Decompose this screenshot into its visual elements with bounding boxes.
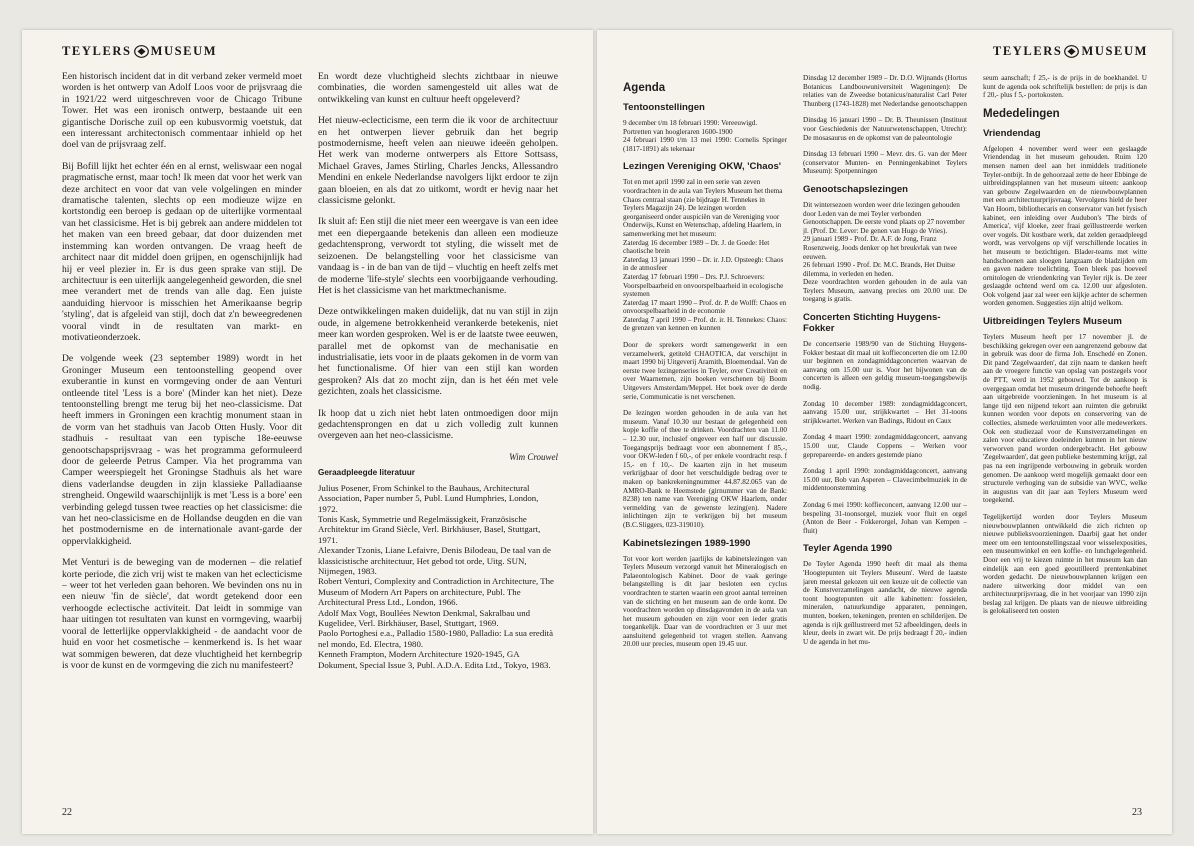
okw-lecture-item: Zaterdag 13 januari 1990 – Dr. ir. J.D. Opsteegh: Chaos in de atmosfeer: [623, 255, 784, 273]
friends-day-heading: Vriendendag: [983, 127, 1041, 139]
bibliography-entry: Robert Venturi, Complexity and Contradiction in Architecture, The Museum of Modern Art Papers on architecture, Publ. The Architectural Press Ltd., London, 1966.: [318, 576, 554, 608]
okw-lecture-item: Zaterdag 17 maart 1990 – Prof. dr. P. de Wolff: Chaos en onvoorspelbaarheid in de economie: [623, 298, 787, 316]
concert-item: Zondag 1 april 1990: zondagmiddagconcert, aanvang 15.00 uur, Bob van Asperen – Clavecimbelmuziek in de middentoonstemming: [803, 467, 967, 493]
lecture-item: Dinsdag 16 januari 1990 – Dr. B. Theunissen (Instituut voor Geschiedenis der Natuurwetenschappen, Utrecht): De mosasaurus en de opkomst van de paleontologie: [803, 116, 967, 142]
bibliography-entry: Adolf Max Vogt, Boullées Newton Denkmal, Sakralbau und Kugelidee, Verl. Birkhäuser, Basel, Stuttgart, 1969.: [318, 607, 530, 629]
right-column-2: [803, 74, 967, 817]
okw-body: Door de sprekers wordt samengewerkt in een verzamelwerk, getiteld CHAOTICA, dat verschijnt in maart 1990 bij Uitgeverij Aramith, Bloemendaal. Van de eerste twee lezingenseries in Teyler, over Creativiteit en over Waarnemen, zijn boeken verschenen bij Boom Uitgevers Amsterdam/Meppel. Het boek over de derde serie, Communicatie is net verschenen.: [623, 341, 787, 401]
author-signature: Wim Crouwel: [509, 451, 558, 462]
society-intro: Dit wintersezoen worden weer drie lezingen gehouden door Leden van de mei Teyler verbonden Genootschappen. De eerste vond plaats op 27 november jl. (Prof. Dr. Lever: De genen van Hugo de Vries).: [803, 200, 965, 235]
bibliography-entry: Tonis Kask, Symmetrie und Regelmässigkeit, Französische Architektur im Grand Siècle, Verl. Birkhäuser, Basel, Stuttgart, 1971.: [318, 514, 541, 545]
society-lectures-heading: Genootschapslezingen: [803, 183, 909, 195]
logo-text-right: MUSEUM: [150, 44, 218, 58]
concert-item: Zondag 10 december 1989: zondagmiddagconcert, aanvang 15.00 uur, strijkkwartet – Het 31-toons strijkkwartet. Werken van Badings, Ridout en Caux: [803, 399, 967, 425]
teyler-agenda-heading: Teyler Agenda 1990: [803, 543, 893, 555]
exhibitions-heading: Tentoonstellingen: [623, 102, 705, 113]
lecture-item: Dinsdag 13 februari 1990 – Mevr. drs. G. van der Meer (conservator Munten- en Penningenkabinet Teylers Museum): Spotpenningen: [803, 150, 967, 176]
agenda-heading: Agenda: [623, 82, 666, 94]
society-lecture-item: 29 januari 1989 - Prof. Dr. A.F. de Jong, Franz Rosenzweig, Joods denker op het breukvlak van twee eeuwen.: [803, 235, 958, 261]
paragraph: Het nieuw-eclecticisme, een term die ik voor de architectuur en het ontwerpen liever gebruik dan het begrip postmodernisme, heeft velen aan nieuwe ideeën geholpen. Het werk van moderne ontwerpers als Ettore Sottsass, Michael Graves, James Stirling, Charles Jencks, Allessandro Mendini en enkele Nederlandse navolgers lijkt erdoor te zijn gaan bloeien, en als dat zo uitkomt, wordt er hevig naar het classicisme gelonkt.: [318, 115, 558, 207]
okw-practical-info: De lezingen worden gehouden in de aula van het museum. Vanaf 10.30 uur bestaat de gelegenheid een kopje koffie of thee te drinken. Voordrachten van 11.00 – 12.30 uur, inclusief ongeveer een half uur discussie. Toegangsprijs bedraagt voor een abonnement f 85,-, voor OKW-leden f 60,-, of per enkele voordracht resp. f 15,- en f 10,-. De kaarten zijn in het museum verkrijgbaar of door het verschuldigde bedrag over te maken op bankrekeningnummer 44.87.82.065 van de AMRO-Bank te Heemstede (girnummer van de Bank: 8238) ten name van Vereniging OKW Haarlem, onder vermelding van de gewenste lezing(en). Nadere inlichtingen zijn te verkrijgen bij het museum (B.C.Sliggers, 023-319010).: [623, 409, 787, 529]
bibliography-entry: Alexander Tzonis, Liane Lefaivre, Denis Bilodeau, De taal van de klassicistische architectuur, Het gebod tot orde, Uitg. SUN, Nijmegen, 1983.: [318, 545, 551, 577]
society-lecture-item: 26 februari 1990 - Prof. Dr. M.C. Brands, Het Duitse dilemma, in verleden en heden.: [803, 261, 956, 278]
teyler-agenda-body: De Teyler Agenda 1990 heeft dit maal als thema 'Hoogtepunten uit Teylers Museum'. Werd de laatste jaren meestal gekozen uit een keuze uit de collectie van de Kunstverzamelingen aandacht, de nieuwe agenda toont hoogtepunten uit alle kabinetten: fossielen, mineralen, natuurkundige apparaten, penningen, munten, boeken, tekeningen, prenten en schilderijen. De agenda is rijk geïllustreerd met 52 afbeeldingen, deels in kleur, deels in zwart wit. De prijs bedraagt f 20,- indien U de agenda in het mu-: [803, 560, 967, 646]
page-number: 22: [62, 807, 72, 818]
concerts-body: De concertserie 1989/90 van de Stichting Huygens-Fokker bestaat dit maal uit koffieconcerten die om 12.00 uur beginnen en zondagmiddagconcerten waarvan de aanvang om 15.00 uur is. Voor het bijwonen van de concerten is alleen een geldig museum-toegangsbewijs nodig.: [803, 340, 967, 392]
okw-lecture-item: Zaterdag 7 april 1990 – Prof. dr. ir. H. Tennekes: Chaos: de grenzen van kennen en kunnen: [623, 315, 787, 333]
paragraph: Bij Bofill lijkt het echter één en al ernst, weliswaar een nogal pragmatische ernst, maar toch! Ik meen dat voor het werk van deze architect en voor dat van vele volgelingen en minder dramatische talenten, slechts op een modieuze wijze en kortstondig een beroep is gedaan op de uiterlijke vormentaal van het classicisme. Het is bij gebrek aan andere middelen tot het maken van een breed gebaar, dat door duizenden met instemming kan worden ontvangen. De vraag heeft de architect naar dit middel doen grijpen, en ogenschijnlijk had hij er veel plezier in. Er is dus geen sprake van stijl. De architectuur is een uiterlijk aangelegenheid geworden, die snel mee verandert met de trends van alle dag. Een juiste aanduiding hiervoor is misschien het Amerikaanse begrip 'styling', dat is afgeleid van stijl, doch dat z'n beweegredenen vooral vindt in de resultaten van markt- en motivatieonderzoek.: [62, 160, 302, 343]
paragraph: En wordt deze vluchtigheid slechts zichtbaar in nieuwe combinaties, die worden samengesteld uit alles wat de ontwikkeling van kunst en cultuur heeft opgeleverd?: [318, 71, 558, 105]
page-number: 23: [1132, 807, 1142, 818]
logo-text-left: TEYLERS: [992, 44, 1063, 58]
paragraph: De volgende week (23 september 1989) wordt in het Groninger Museum een tentoonstelling geopend over exuberantie in kunst en vormgeving onder de aan Venturi ontleende titel 'Less is a bore' (Minder kan het niet). Deze tentoonstelling brengt me terug bij het neo-classicisme. Dat heeft immers in Groningen een krachtig monument staan in de vorm van het stadhuis van Jacob Otten Husly. Voor dit stadhuis - resultaat van een typische 18e-eeuwse genootschapsprijsvraag - was het programma geformuleerd door de geleerde Petrus Camper. Via het programma van Camper weerspiegelt het Groningse Stadhuis als het ware diens vaderlandse deugden in zijn klassieke Palladiaanse strengheid. Ongewild waarschijnlijk is met 'Less is a bore' een verbinding gelegd tussen twee reacties op het classicisme: die van het neo-classicisme en de Hollandse deugden en die van het postmodernisme en de internationale avant-garde der oppervlakkigheid.: [62, 353, 302, 547]
exhibition-item: 9 december t/m 18 februari 1990: Vereeuwigd. Portretten van hoogleraren 1600-1900: [623, 119, 758, 136]
agenda-continued: seum aanschaft; f 25,- is de prijs in de boekhandel. U kunt de agenda ook schriftelijk bestellen: de prijs is dan f 20,- plus f 5,- portokosten.: [983, 74, 1147, 100]
paragraph: Met Venturi is de beweging van de modernen – die relatief korte periode, die zich vrij wist te maken van het eclecticisme – weer tot het verleden gaan behoren. We bevinden ons nu in een nieuw 'fin de siècle', dat wordt getekend door een verhoogde eclectische activiteit. Dat leidt in sommige van haar uitingen tot resultaten van kunst en vormgeving, waarbij vooral de letterlijke oppervlakkigheid - de aandacht voor de huid en voor het cosmetische – kenmerkend is. Is het waar wat sommigen beweren, dat deze vluchtigheid het kernbegrip is voor de kunst en de vormgeving die zich nu manifesteert?: [62, 557, 302, 671]
okw-lecture-item: Zaterdag 16 december 1989 – Dr. J. de Goede: Het chaotische brein: [623, 238, 770, 256]
logo-text-right: MUSEUM: [1081, 44, 1148, 58]
bibliography-entry: Paolo Portoghesi e.a., Palladio 1580-1980, Palladio: La sua eredità nel mondo, Ed. Electra, 1980.: [318, 628, 554, 649]
okw-lecture-item: Zaterdag 17 februari 1990 – Drs. P.J. Schroevers: Voorspelbaarheid en onvoorspelbaarheid in ecologische systemen: [623, 272, 784, 299]
left-column-2: [318, 71, 558, 791]
concerts-heading: Concerten Stichting Huygens-Fokker: [803, 312, 941, 335]
paragraph: Ik sluit af: Een stijl die niet meer een weergave is van een idee met een diepergaande betekenis dan alleen een modieuze gedachtensprong, verwordt tot styling, die wisselt met de seizoenen. De belangstelling voor het classicisme van vandaag is - in de ban van de tijd – vluchtig en heeft zelfs met de moderne 'life-style' slechts een voorbijgaande verhouding. Het is het classicisme van het marktmechanisme.: [318, 216, 558, 296]
friends-day-body: Afgelopen 4 november werd weer een geslaagde Vriendendag in het museum gehouden. Ruim 120 mensen namen deel aan het inmiddels traditionele Teyler-ontbijt. In de gehoorzaal zette de heer Ebbinge de uitbreidingsplannen van het museum uiteen: aankoop van gebouw Zegelwaarden en de nieuwbouwplannen met een architectuurprijsvraag. Vervolgens hield de heer Van Hoorn, bibliothecaris en conservator van het fysisch kabinet, een inleiding over Audubon's 'The birds of America', vijf kloeke, zeer fraai geïllustreerde werken over vogels. Dit kostbare werk, dat zelden geraadpleegd wordt, was vervolgens op vijf verschillende locaties in het museum te bezichtigen. Blader-teams met witte handschoenen aan sloegen langzaam de bladzijden om en gaven nadere toelichting. Toen bleek pas hoeveel ornitologen de vriendenkring van Teyler rijk is. De zeer geslaagde ochtend werd om ca. 12.00 uur afgesloten. Ook volgend jaar zal weer een kijkje achter de schermen worden genomen. Suggesties zijn altijd welkom.: [983, 144, 1147, 308]
concert-item: Zondag 6 mei 1990: koffieconcert, aanvang 12.00 uur – bespeling 31-toonsorgel, muziek voor fluit en orgel (Anton de Beer - Fokkerorgel, Johan van Kempen – fluit): [803, 500, 967, 535]
teylers-museum-logo: [993, 44, 1148, 59]
expansion-heading: Uitbreidingen Teylers Museum: [983, 316, 1122, 328]
okw-lectures-heading: Lezingen Vereniging OKW, 'Chaos': [623, 161, 782, 173]
cabinet-lectures-body: Tot voor kort werden jaarlijks de kabinetslezingen van Teylers Museum verzorgd vanuit het Mineralogisch en Palaeontologisch Kabinet. Door de vaak geringe belangstelling is dit jaar besloten een cyclus voordrachten te starten waarin een groot aantal terreinen van de stichting en het museum aan de orde komt. De voordrachten worden op dinsdagavonden in de aula van het museum gehouden en zijn voor een ieder gratis toegankelijk. Daar van de voordrachten er 3 uur met aansluitend gelegenheid tot vragen stellen. Aanvang 20.00 uur precies, museum open 19.45 uur.: [623, 554, 787, 649]
bibliography-entry: Kenneth Frampton, Modern Architecture 1920-1945, GA Dokument, Special Issue 3, Publ. A.D.A. Edita Ltd., Tokyo, 1983.: [318, 649, 551, 670]
left-column-1: [62, 71, 302, 791]
left-page: [22, 30, 593, 834]
right-column-1: [623, 82, 787, 817]
seal-icon: [134, 45, 149, 58]
seal-icon: [1064, 45, 1079, 58]
literature-heading: Geraadpleegde literatuur: [318, 467, 415, 477]
announcements-heading: Mededelingen: [983, 107, 1060, 120]
concert-item: Zondag 4 maart 1990: zondagmiddagconcert, aanvang 15.00 uur, Claude Coppens – Werken voor geprepareerde- en anders gestemde piano: [803, 433, 967, 459]
right-page: [597, 30, 1172, 834]
logo-text-left: TEYLERS: [62, 44, 132, 58]
exhibition-item: 24 februari 1990 t/m 13 mei 1990: Cornelis Springer (1817-1891) als tekenaar: [623, 136, 787, 153]
teylers-museum-logo: [62, 44, 217, 59]
paragraph: Deze ontwikkelingen maken duidelijk, dat nu van stijl in zijn oude, in algemene betrokkenheid verankerde betekenis, niet meer kan worden gesproken. Wel is er de laatste twee eeuwen, parallel met de opkomst van de mechanisatie en industrialisatie, iets voor in de plaats gekomen in de vorm van het functionalisme. Of hier van een stijl kan worden gesproken? Als dat zo mocht zijn, dan is het één met vele gezichten, zoals het classicisme.: [318, 306, 558, 398]
okw-intro: Tot en met april 1990 zal in een serie van zeven voordrachten in de aula van Teylers Museum het thema Chaos centraal staan (zie bijdrage H. Tennekes in Teylers Magazijn 24). De lezingen worden georganiseerd onder auspiciën van de Vereniging voor Onderwijs, Kunst en Wetenschap, afdeling Haarlem, in samenwerking met het museum:: [623, 178, 783, 238]
expansion-body-2: Tegelijkertijd worden door Teylers Museum nieuwbouwplannen ontwikkeld die zich richten op nieuwe publieksvoorzieningen. Daarbij gaat het onder meer om een tentoonstellingszaal voor wisselexposities, een museumwinkel en een koffie- en lunchgelegenheid. Door een vrij te kiezen ruimte in het museum kan dan eindelijk aan een goed geoutilleerd prentenkabinet worden gedacht. De nieuwbouwplannen krijgen een nadere uitwerking door middel van een architectuurprijsvraag, die in het voorjaar van 1990 zijn beslag zal krijgen. De plaats van de nieuwe uitbreiding is gelokaliseerd ten oosten: [983, 512, 1147, 616]
cabinet-lectures-heading: Kabinetslezingen 1989-1990: [623, 537, 751, 549]
society-note: Deze voordrachten worden gehouden in de aula van Teylers Museum, aanvang precies om 20.00 uur. De toegang is gratis.: [803, 278, 967, 304]
lecture-item: Dinsdag 12 december 1989 – Dr. D.O. Wijnands (Hortus Botanicus Landbouwuniversiteit Wageningen): De relaties van de Zweedse botanicus/naturalist Carl Peter Thunberg (1743-1828) met Nederlandse genootschappen: [803, 74, 967, 108]
paragraph: Een historisch incident dat in dit verband zeker vermeld moet worden is het ontwerp van Adolf Loos voor de prijsvraag die in 1921/22 werd uitgeschreven voor de Chicago Tribune Tower. Het was een ironisch ontwerp, bestaande uit een gigantische Dorische zuil op een kubusvormig voetstuk, dat een interessant architectonisch commentaar inhield op het doel van de prijsvraag zelf.: [62, 71, 302, 151]
right-column-3: [983, 74, 1147, 817]
paragraph: Ik hoop dat u zich niet hebt laten ontmoedigen door mijn gedachtensprongen en dat u zich volledig zult kunnen overgeven aan het neo-classicisme.: [318, 407, 558, 442]
expansion-body: Teylers Museum heeft per 17 november jl. de beschikking gekregen over een aangrenzend gebouw dat in gebruik was door de firma Joh. Enschedé en Zonen. Dit pand 'Zegelwaarden', dat zijn naam te danken heeft aan de vroegere functie van opslag van postzegels voor de PTT, werd in 1952 gebouwd. Tot de aankoop is overgegaan omdat het museum dringende behoefte heeft aan uitgebreide voorzieningen. In het museum is al lange tijd een nijpend tekort aan ruimten die gebruikt kunnen worden voor depots en conservering van de collecties, alsmede werkruimten voor alle medewerkers. Ook een studiezaal voor de Kunstverzamelingen en zalen voor educatieve doeleinden kunnen in het nieuw verworven pand worden ondergebracht. Het gebouw 'Zegelwaarden', dat geen publieke bestemming krijgt, zal pas na een ingrijpende verbouwing in gebruik worden genomen. De aankoop werd mogelijk gemaakt door een structurele verhoging van de subsidie van WVC, welke in augustus van dit jaar aan Teylers Museum werd toegekend.: [983, 333, 1147, 505]
bibliography-entry: Julius Posener, From Schinkel to the Bauhaus, Architectural Association, Paper number 5, Publ. Lund Humphries, London, 1972.: [318, 482, 539, 514]
